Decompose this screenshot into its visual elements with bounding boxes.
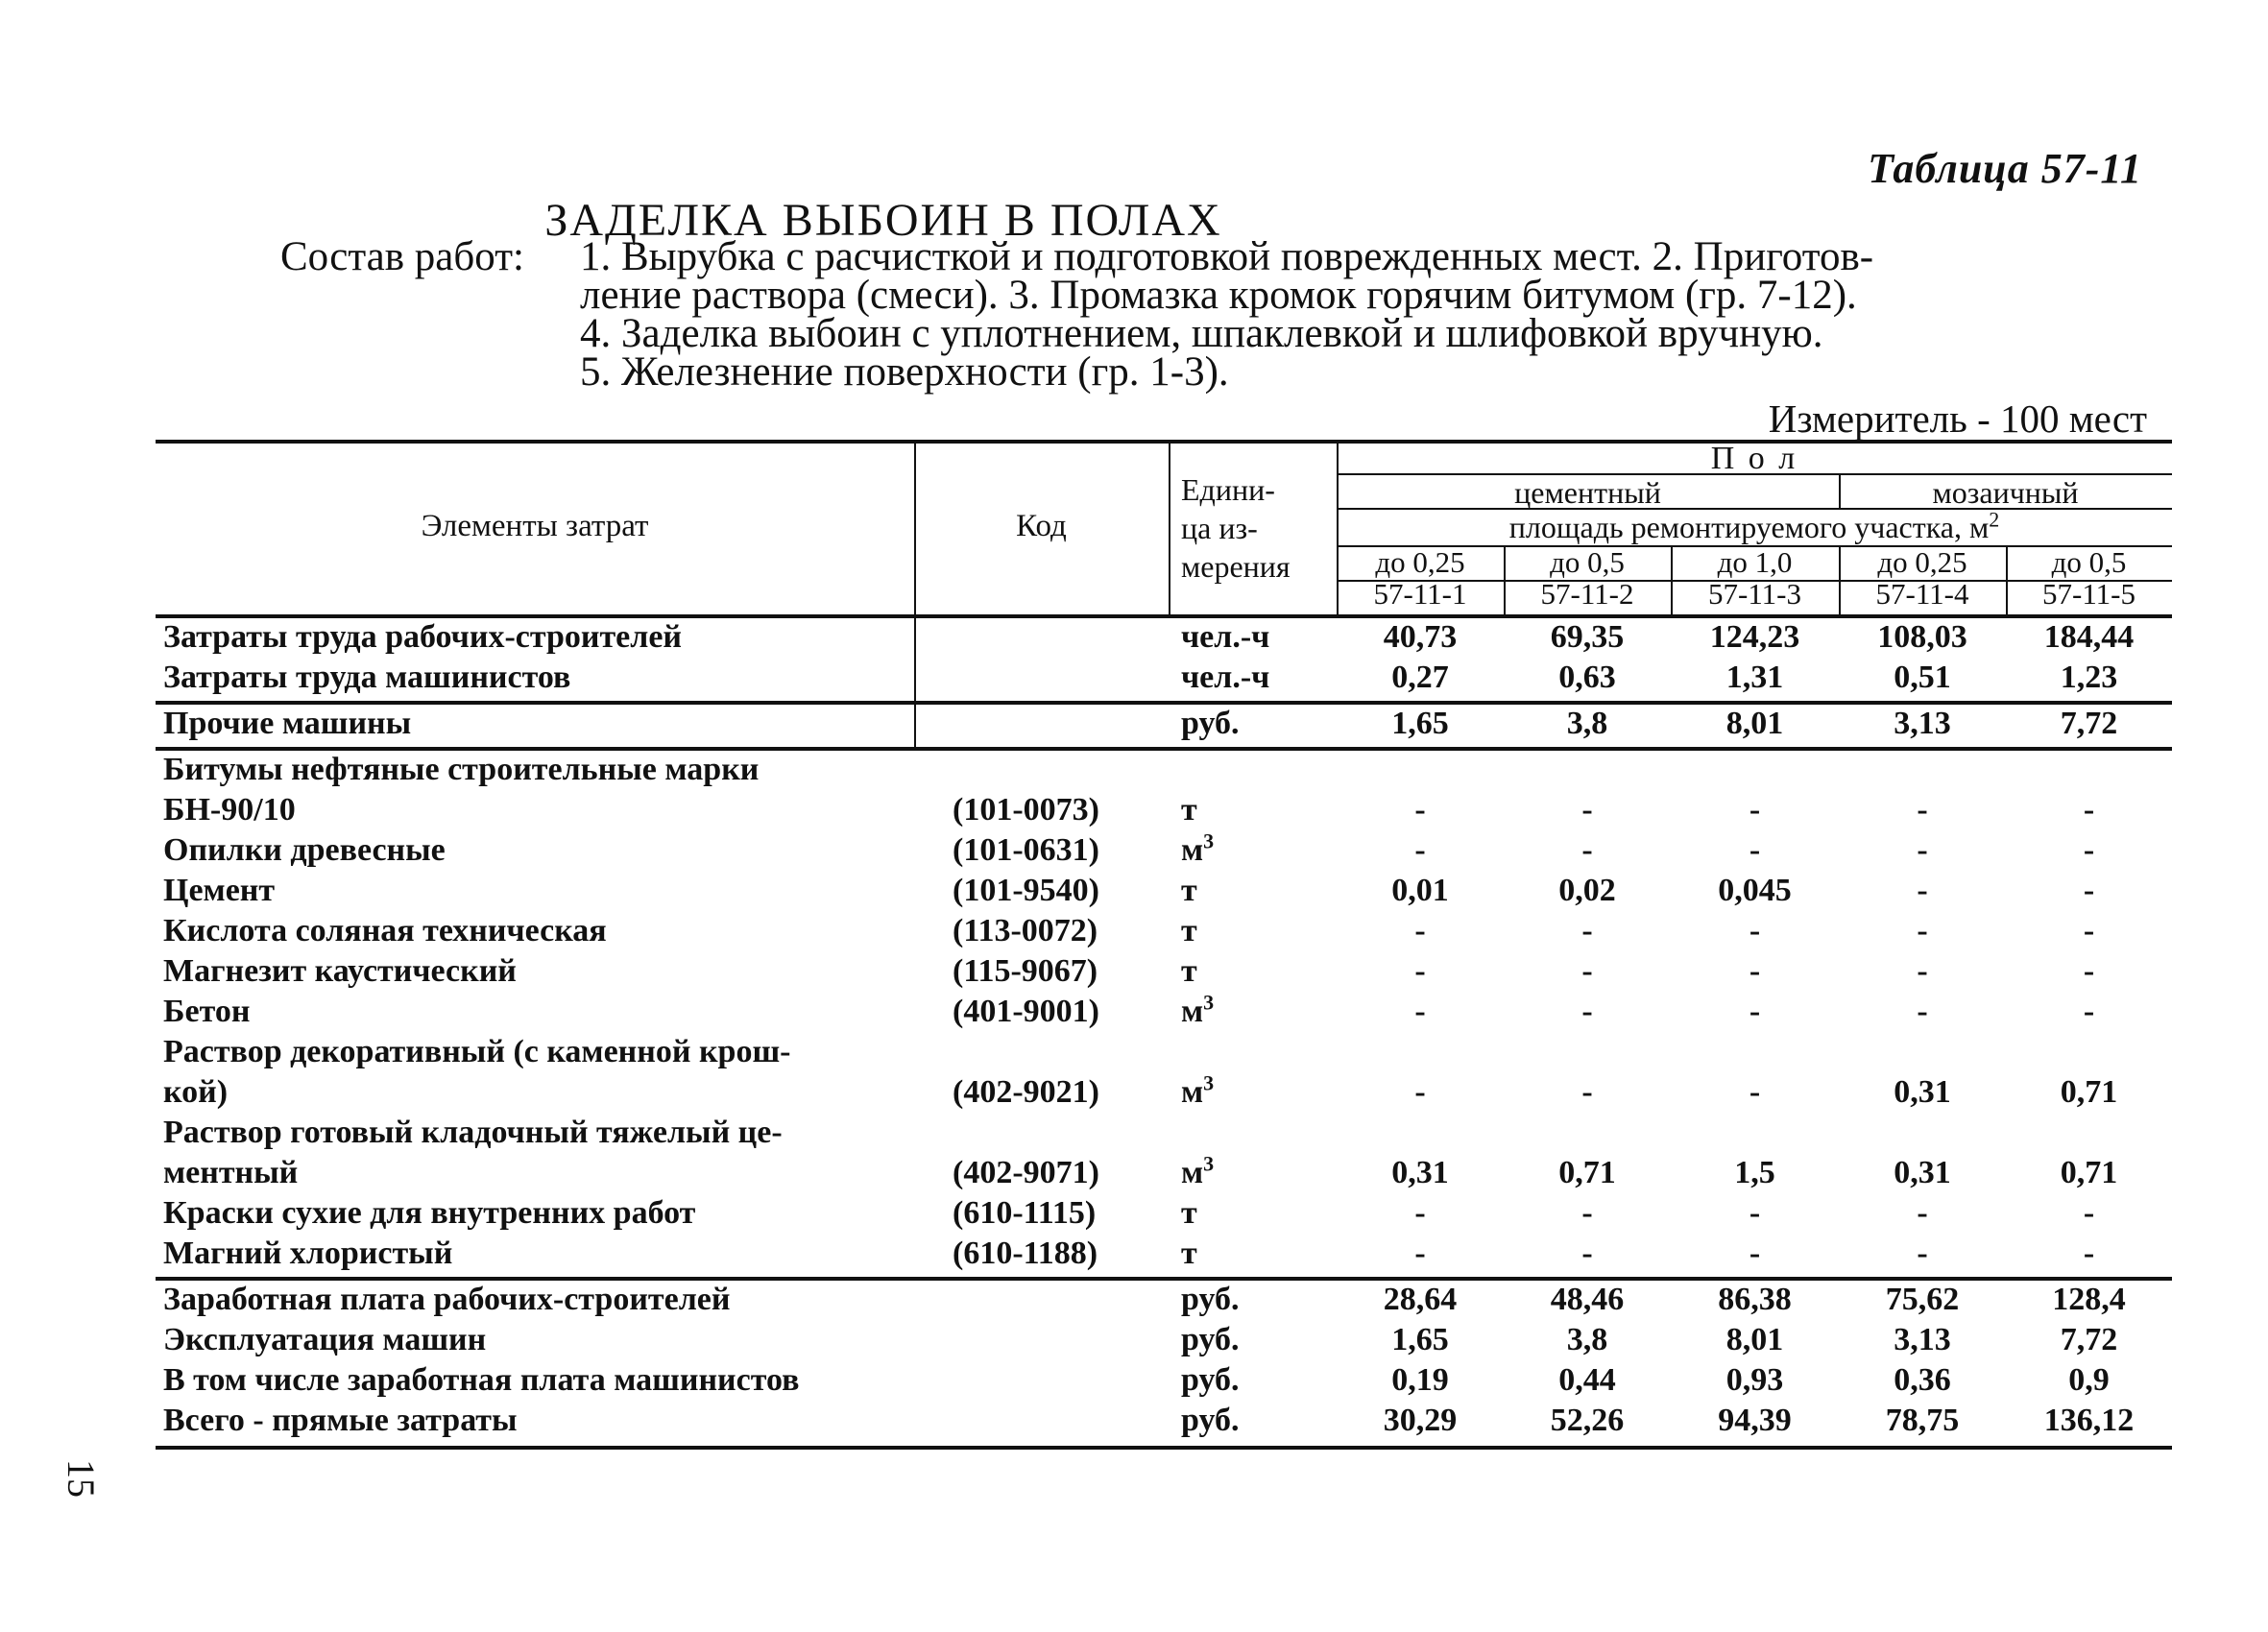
row-value: 94,39	[1718, 1403, 1792, 1438]
work-line: ление раствора (смеси). 3. Промазка кромок горячим битумом (гр. 7-12).	[580, 273, 1857, 318]
row-value: -	[1581, 1195, 1593, 1231]
col-header-elements: Элементы затрат	[421, 509, 649, 543]
col-header-size: до 0,25	[1877, 545, 1967, 579]
row-value: 108,03	[1877, 619, 1967, 655]
rule-line	[156, 1446, 2172, 1450]
row-value: 3,13	[1894, 1322, 1951, 1357]
row-value: -	[1414, 1195, 1426, 1231]
row-value: -	[1414, 953, 1426, 989]
row-unit	[1181, 705, 1240, 743]
row-element-name: Прочие машины	[163, 706, 412, 741]
work-line: 5. Железнение поверхности (гр. 1-3).	[580, 349, 1229, 395]
row-value: -	[1581, 953, 1593, 989]
row-code: (113-0072)	[953, 913, 1098, 948]
row-value: -	[2083, 1195, 2095, 1231]
row-unit-text: м	[1181, 832, 1204, 868]
row-value: 0,71	[2060, 1074, 2118, 1110]
col-header-area-text: площадь ремонтируемого участка, м	[1508, 510, 1990, 544]
row-value: 7,72	[2060, 1322, 2118, 1357]
row-value: -	[1917, 994, 1928, 1029]
row-code: (101-0073)	[953, 792, 1099, 828]
row-value: 128,4	[2052, 1282, 2126, 1317]
row-value: 0,01	[1391, 873, 1449, 908]
row-unit-text: чел.-ч	[1181, 619, 1270, 655]
row-value: -	[1749, 913, 1761, 948]
row-value: -	[1917, 873, 1928, 908]
row-value: -	[1414, 1074, 1426, 1110]
row-unit	[1181, 952, 1197, 991]
row-value: -	[1917, 913, 1928, 948]
rule-line	[914, 440, 916, 614]
row-value: -	[2083, 994, 2095, 1029]
rule-line	[156, 1277, 2172, 1281]
row-unit-text: м	[1181, 1155, 1204, 1190]
row-value: -	[1581, 792, 1593, 828]
row-value: 3,8	[1566, 1322, 1608, 1357]
row-unit-sup: 3	[1203, 1070, 1215, 1095]
row-value: 52,26	[1550, 1403, 1625, 1438]
row-code: (402-9021)	[953, 1074, 1099, 1110]
row-element-name: Всего - прямые затраты	[163, 1403, 518, 1438]
row-value: 0,63	[1558, 660, 1616, 695]
row-value: 124,23	[1709, 619, 1800, 655]
col-header-code-number: 57-11-2	[1540, 577, 1634, 611]
row-value: -	[1917, 792, 1928, 828]
col-header-floor: П о л	[1710, 441, 1798, 476]
col-header-unit-line: мерения	[1181, 549, 1291, 584]
row-element-name: Магний хлористый	[163, 1236, 453, 1271]
row-unit-text: т	[1181, 1195, 1197, 1231]
row-unit-text: т	[1181, 1236, 1197, 1271]
row-value: 40,73	[1383, 619, 1458, 655]
row-unit	[1181, 1070, 1215, 1112]
row-code: (101-9540)	[953, 873, 1099, 908]
row-value: 0,9	[2068, 1362, 2110, 1398]
col-header-code-number: 57-11-5	[2042, 577, 2135, 611]
rule-line	[914, 614, 916, 747]
row-value: 8,01	[1725, 706, 1784, 741]
row-unit-sup: 3	[1203, 1151, 1215, 1176]
row-value: -	[1414, 792, 1426, 828]
row-unit-text: чел.-ч	[1181, 660, 1270, 695]
row-value: -	[1749, 1236, 1761, 1271]
col-header-area-sup: 2	[1989, 507, 2000, 532]
row-unit	[1181, 872, 1197, 910]
row-unit-text: т	[1181, 792, 1197, 828]
row-value: 0,51	[1894, 660, 1951, 695]
row-value: 86,38	[1718, 1282, 1792, 1317]
row-code: (610-1115)	[953, 1195, 1097, 1231]
row-value: -	[2083, 953, 2095, 989]
row-value: 0,27	[1391, 660, 1449, 695]
unit-of-measure: Измеритель - 100 мест	[1768, 396, 2147, 441]
row-value: -	[1581, 994, 1593, 1029]
col-header-code: Код	[1016, 509, 1067, 543]
col-header-size: до 0,5	[2051, 545, 2127, 579]
col-header-unit-line: ца из-	[1181, 511, 1258, 545]
row-value: 0,71	[2060, 1155, 2118, 1190]
row-element-name: В том числе заработная плата машинистов	[163, 1362, 800, 1398]
row-element-name-cont: кой)	[163, 1074, 229, 1110]
row-unit	[1181, 990, 1215, 1031]
col-header-size: до 1,0	[1717, 545, 1793, 579]
row-element-name: Затраты труда машинистов	[163, 660, 571, 695]
row-value: 1,31	[1725, 660, 1784, 695]
work-line: 4. Заделка выбоин с уплотнением, шпаклевкой и шлифовкой вручную.	[580, 311, 1823, 356]
col-header-code-number: 57-11-1	[1373, 577, 1467, 611]
row-unit-text: т	[1181, 913, 1197, 948]
rule-line	[1839, 473, 1841, 508]
cost-table	[156, 440, 2172, 1443]
row-element-name: Кислота соляная техническая	[163, 913, 607, 948]
row-value: 69,35	[1550, 619, 1625, 655]
rule-line	[156, 747, 2172, 751]
col-header-code-number: 57-11-3	[1708, 577, 1801, 611]
row-value: -	[2083, 792, 2095, 828]
row-unit-text: т	[1181, 873, 1197, 908]
row-value: 184,44	[2043, 619, 2135, 655]
row-value: -	[1749, 953, 1761, 989]
col-header-cement: цементный	[1514, 475, 1661, 510]
row-unit	[1181, 1235, 1197, 1273]
row-unit-text: т	[1181, 953, 1197, 989]
row-value: 8,01	[1725, 1322, 1784, 1357]
col-header-unit-line: Едини-	[1181, 472, 1275, 507]
row-unit	[1181, 828, 1215, 870]
row-value: -	[1749, 1195, 1761, 1231]
rule-line	[1337, 508, 2172, 510]
row-value: 1,65	[1391, 706, 1449, 741]
row-code: (115-9067)	[953, 953, 1098, 989]
row-value: -	[1414, 832, 1426, 868]
row-value: -	[2083, 1236, 2095, 1271]
row-value: 0,02	[1558, 873, 1616, 908]
row-element-name-cont: БН-90/10	[163, 792, 296, 828]
rule-line	[1169, 440, 1170, 614]
row-element-name-cont: ментный	[163, 1155, 299, 1190]
col-header-size: до 0,25	[1375, 545, 1465, 579]
row-value: 0,045	[1718, 873, 1792, 908]
row-unit-text: м	[1181, 1074, 1204, 1110]
row-value: 1,5	[1734, 1155, 1775, 1190]
row-value: 136,12	[2043, 1403, 2135, 1438]
row-value: -	[1917, 832, 1928, 868]
rule-line	[1337, 580, 2172, 582]
row-value: 0,31	[1391, 1155, 1449, 1190]
row-element-name: Бетон	[163, 994, 251, 1029]
row-unit	[1181, 618, 1269, 657]
row-value: 0,31	[1894, 1155, 1951, 1190]
page-number: 15	[60, 1459, 103, 1498]
row-value: 0,44	[1558, 1362, 1616, 1398]
row-element-name: Раствор декоративный (с каменной крош-	[163, 1034, 791, 1069]
row-element-name: Опилки древесные	[163, 832, 446, 868]
row-unit	[1181, 1194, 1197, 1233]
row-value: -	[1581, 1236, 1593, 1271]
row-element-name: Цемент	[163, 873, 276, 908]
row-element-name: Заработная плата рабочих-строителей	[163, 1282, 731, 1317]
row-unit	[1181, 659, 1269, 697]
row-code: (401-9001)	[953, 994, 1099, 1029]
row-value: -	[2083, 913, 2095, 948]
rule-line	[156, 614, 2172, 618]
row-value: -	[1749, 1074, 1761, 1110]
row-value: 0,19	[1391, 1362, 1449, 1398]
row-unit-text: руб.	[1181, 1403, 1240, 1438]
row-value: 0,71	[1558, 1155, 1616, 1190]
row-value: -	[1917, 1195, 1928, 1231]
row-value: 0,31	[1894, 1074, 1951, 1110]
row-unit-text: руб.	[1181, 1322, 1240, 1357]
row-unit	[1181, 1281, 1240, 1319]
row-element-name: Затраты труда рабочих-строителей	[163, 619, 683, 655]
work-line: 1. Вырубка с расчисткой и подготовкой поврежденных мест. 2. Приготов-	[580, 234, 1874, 279]
row-unit-sup: 3	[1203, 990, 1215, 1015]
rule-line	[156, 440, 2172, 444]
row-code: (101-0631)	[953, 832, 1099, 868]
row-value: 1,65	[1391, 1322, 1449, 1357]
row-code: (402-9071)	[953, 1155, 1099, 1190]
row-unit-text: руб.	[1181, 1362, 1240, 1398]
row-value: -	[1414, 913, 1426, 948]
row-value: 0,93	[1725, 1362, 1784, 1398]
document-title: ЗАДЕЛКА ВЫБОИН В ПОЛАХ	[544, 195, 1222, 246]
row-value: -	[1581, 832, 1593, 868]
row-unit	[1181, 1321, 1240, 1359]
row-value: -	[1414, 1236, 1426, 1271]
col-header-code-number: 57-11-4	[1875, 577, 1969, 611]
row-value: 30,29	[1383, 1403, 1458, 1438]
work-composition-text	[580, 234, 2164, 395]
row-value: -	[1414, 994, 1426, 1029]
row-unit	[1181, 1151, 1215, 1192]
row-unit	[1181, 791, 1197, 829]
row-value: 78,75	[1885, 1403, 1960, 1438]
col-header-size: до 0,5	[1550, 545, 1625, 579]
row-element-name: Эксплуатация машин	[163, 1322, 487, 1357]
row-element-name: Раствор готовый кладочный тяжелый це-	[163, 1115, 783, 1150]
row-unit-sup: 3	[1203, 828, 1215, 853]
row-value: -	[1917, 1236, 1928, 1271]
col-header-mosaic: мозаичный	[1932, 475, 2079, 510]
row-unit-text: м	[1181, 994, 1204, 1029]
col-header-area	[1337, 508, 2172, 546]
row-value: 1,23	[2060, 660, 2118, 695]
rule-line	[2006, 545, 2008, 614]
row-value: 28,64	[1383, 1282, 1458, 1317]
row-value: -	[1749, 994, 1761, 1029]
rule-line	[1671, 545, 1673, 614]
row-element-name: Магнезит каустический	[163, 953, 517, 989]
rule-line	[1839, 545, 1841, 614]
row-value: -	[1917, 953, 1928, 989]
work-composition-label: Состав работ:	[280, 234, 524, 279]
row-unit-text: руб.	[1181, 1282, 1240, 1317]
row-value: -	[2083, 832, 2095, 868]
row-value: 48,46	[1550, 1282, 1625, 1317]
row-element-name: Краски сухие для внутренних работ	[163, 1195, 696, 1231]
rule-line	[1337, 473, 2172, 475]
rule-line	[1337, 545, 2172, 547]
row-unit	[1181, 1402, 1240, 1440]
row-value: 3,13	[1894, 706, 1951, 741]
row-unit-text: руб.	[1181, 706, 1240, 741]
row-value: -	[1581, 1074, 1593, 1110]
row-value: -	[1749, 832, 1761, 868]
row-value: 3,8	[1566, 706, 1608, 741]
rule-line	[1337, 440, 1339, 614]
row-value: -	[2083, 873, 2095, 908]
row-value: -	[1581, 913, 1593, 948]
row-unit	[1181, 912, 1197, 950]
rule-line	[156, 701, 2172, 705]
row-value: -	[1749, 792, 1761, 828]
row-code: (610-1188)	[953, 1236, 1098, 1271]
row-value: 0,36	[1894, 1362, 1951, 1398]
rule-line	[1504, 545, 1506, 614]
table-number-label: Таблица 57-11	[1868, 145, 2142, 192]
row-unit	[1181, 1361, 1240, 1400]
row-value: 75,62	[1885, 1282, 1960, 1317]
row-value: 7,72	[2060, 706, 2118, 741]
row-element-name: Битумы нефтяные строительные марки	[163, 752, 760, 787]
